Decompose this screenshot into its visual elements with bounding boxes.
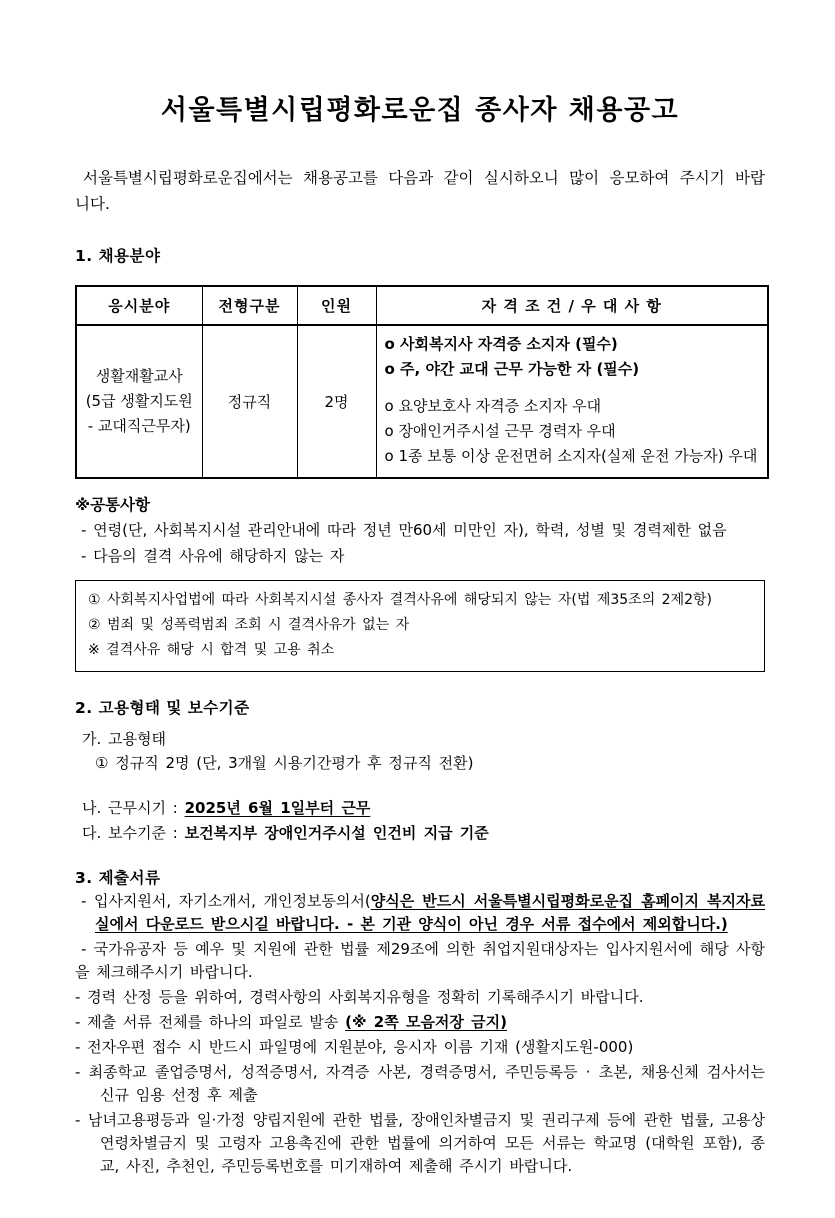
pay-standard-label: 다. 보수기준 : — [82, 824, 185, 842]
bullet-4-emphasis: (※ 2쪽 모음저장 금지) — [345, 1013, 507, 1031]
disqualification-box — [75, 580, 765, 672]
qualification-preferred-1: o 요양보호사 자격증 소지자 우대 — [384, 397, 602, 415]
bullet-3-text: - 경력 산정 등을 위하여, 경력사항의 사회복지유형을 정확히 기록해주시기 바랍니다. — [75, 988, 644, 1006]
qualification-preferred-2: o 장애인거주시설 근무 경력자 우대 — [384, 422, 616, 440]
bullet-4-text: - 제출 서류 전체를 하나의 파일로 발송 — [75, 1013, 346, 1031]
cell-qualifications — [376, 325, 768, 478]
position-line-1: 생활재활교사 — [95, 367, 183, 385]
table-header-row — [76, 286, 768, 325]
disqualification-note: ※ 결격사유 해당 시 합격 및 고용 취소 — [88, 642, 335, 658]
work-start-label: 나. 근무시기 : — [82, 799, 185, 817]
header-headcount: 인원 — [297, 286, 376, 325]
pay-standard-value: 보건복지부 장애인거주시설 인건비 지급 기준 — [184, 824, 489, 842]
section3-heading: 3. 제출서류 — [75, 869, 161, 887]
page-title: 서울특별시립평화로운집 종사자 채용공고 — [160, 95, 680, 126]
bullet-2-text: - 국가유공자 등 예우 및 지원에 관한 법률 제29조에 의한 취업지원대상자는 입사지원서에 해당 사항을 체크해주시기 바랍니다. — [75, 940, 765, 981]
header-selection-type: 전형구분 — [202, 286, 297, 325]
bullet-1-text: - 입사지원서, 자기소개서, 개인정보동의서( — [81, 892, 371, 910]
disqualification-item-1: ① 사회복지사업법에 따라 사회복지시설 종사자 결격사유에 해당되지 않는 자(법 제35조의 2제2항) — [88, 592, 712, 608]
work-start-value: 2025년 6월 1일부터 근무 — [184, 799, 371, 817]
cell-headcount: 2명 — [297, 325, 376, 478]
common-requirements-heading: ※공통사항 — [75, 496, 150, 514]
submission-bullet-4 — [75, 1011, 765, 1034]
qualification-preferred-3: o 1종 보통 이상 운전면허 소지자(실제 운전 가능자) 우대 — [384, 447, 758, 465]
qualification-gap — [385, 382, 762, 394]
spacer — [75, 775, 765, 796]
position-line-2: (5급 생활지도원 — [85, 392, 193, 410]
submission-bullet-6 — [75, 1061, 765, 1107]
header-qualifications: 자 격 조 건 / 우 대 사 항 — [376, 286, 768, 325]
recruitment-table — [75, 285, 769, 479]
submission-bullet-7 — [75, 1109, 765, 1178]
common-requirement-item-1: - 연령(단, 사회복지시설 관리안내에 따라 정년 만60세 미만인 자), 학력, 성별 및 경력제한 없음 — [81, 521, 727, 539]
disqualification-item-2: ② 범죄 및 성폭력범죄 조회 시 결격사유가 없는 자 — [88, 617, 410, 633]
bullet-1-emphasis: 양식은 반드시 서울특별시립평화로운집 홈페이지 복지자료실에서 다운로드 받으시길 바랍니다. - 본 기관 양식이 아닌 경우 서류 접수에서 제외합니다.) — [95, 892, 765, 933]
common-requirement-item-2: - 다음의 결격 사유에 해당하지 않는 자 — [81, 547, 345, 565]
section1-heading: 1. 채용분야 — [75, 247, 161, 265]
qualification-required-1: o 사회복지사 자격증 소지자 (필수) — [384, 335, 618, 353]
employment-type-item: ① 정규직 2명 (단, 3개월 시용기간평가 후 정규직 전환) — [95, 754, 474, 772]
submission-bullet-1 — [75, 890, 765, 936]
submission-bullet-5 — [75, 1036, 765, 1059]
position-line-3: - 교대직근무자) — [87, 417, 191, 435]
bullet-7-text: - 남녀고용평등과 일·가정 양립지원에 관한 법률, 장애인차별금지 및 권리구제 등에 관한 법률, 고용상 연령차별금지 및 고령자 고용촉진에 관한 법률에 의거하여 모든 서류는 학교명 (대학원 포함), 종교, 사진, 추천인, 주민등록번호를 미기재하여 제출해 주시기 바랍니다. — [75, 1111, 765, 1175]
pay-standard-line — [75, 821, 765, 845]
bullet-5-text: - 전자우편 접수 시 반드시 파일명에 지원분야, 응시자 이름 기재 (생활지도원-000) — [75, 1038, 634, 1056]
qualification-required-2: o 주, 야간 교대 근무 가능한 자 (필수) — [384, 360, 640, 378]
submission-bullet-2 — [75, 938, 765, 984]
cell-employment-type: 정규직 — [202, 325, 297, 478]
table-row — [76, 325, 768, 478]
section2-heading: 2. 고용형태 및 보수기준 — [75, 699, 250, 717]
employment-type-label: 가. 고용형태 — [82, 730, 166, 748]
bullet-6-text: - 최종학교 졸업증명서, 성적증명서, 자격증 사본, 경력증명서, 주민등록등 · 초본, 채용신체 검사서는 신규 임용 선정 후 제출 — [75, 1063, 765, 1104]
cell-position — [76, 325, 202, 478]
header-apply-field: 응시분야 — [76, 286, 202, 325]
intro-paragraph: 서울특별시립평화로운집에서는 채용공고를 다음과 같이 실시하오니 많이 응모하여 주시기 바랍니다. — [75, 169, 765, 213]
work-start-line — [75, 796, 765, 820]
submission-bullet-3 — [75, 986, 765, 1009]
